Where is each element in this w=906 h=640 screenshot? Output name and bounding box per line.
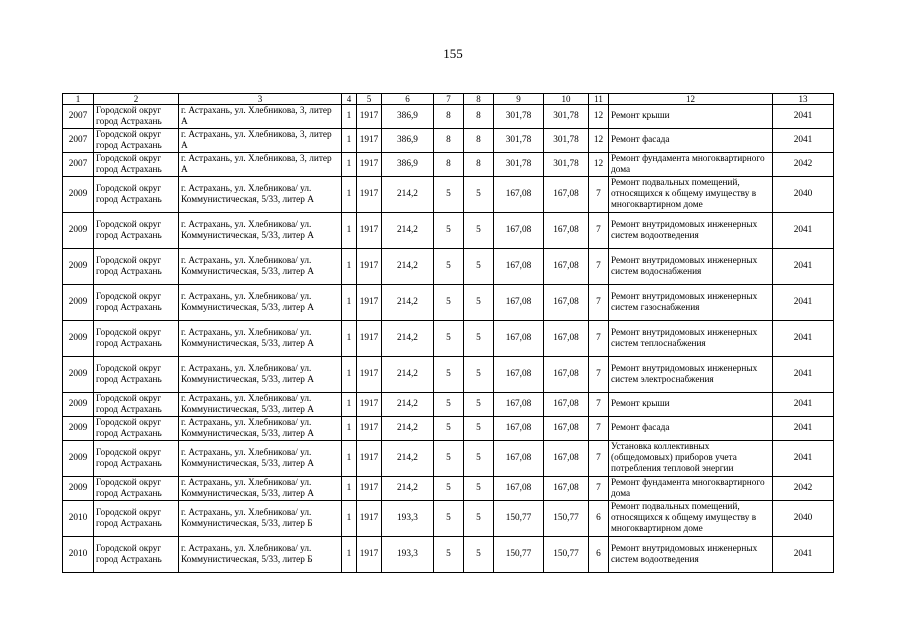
col7-cell: 5	[434, 477, 464, 501]
col9-cell: 167,08	[494, 285, 544, 321]
table-row	[63, 105, 834, 129]
year-cell: 2010	[63, 501, 94, 537]
col6-cell: 386,9	[382, 129, 434, 153]
col4-cell: 1	[342, 177, 357, 213]
col10-cell: 167,08	[544, 357, 589, 393]
municipality-cell: Городской округ город Астрахань	[94, 537, 179, 573]
col6-cell: 214,2	[382, 393, 434, 417]
table-row	[63, 249, 834, 285]
col9-cell: 167,08	[494, 249, 544, 285]
col9-cell: 301,78	[494, 129, 544, 153]
capital-repair-table	[62, 93, 834, 573]
address-cell: г. Астрахань, ул. Хлебникова/ ул. Коммунистическая, 5/33, литер А	[179, 285, 342, 321]
column-header: 4	[342, 94, 357, 105]
col5-cell: 1917	[357, 501, 382, 537]
col4-cell: 1	[342, 357, 357, 393]
col11-cell: 7	[589, 417, 609, 441]
year-cell: 2009	[63, 357, 94, 393]
column-header: 1	[63, 94, 94, 105]
column-header: 8	[464, 94, 494, 105]
col5-cell: 1917	[357, 285, 382, 321]
col6-cell: 193,3	[382, 501, 434, 537]
col7-cell: 5	[434, 321, 464, 357]
col4-cell: 1	[342, 105, 357, 129]
col6-cell: 214,2	[382, 441, 434, 477]
page-number: 155	[443, 46, 463, 61]
col10-cell: 167,08	[544, 285, 589, 321]
col5-cell: 1917	[357, 321, 382, 357]
col6-cell: 214,2	[382, 477, 434, 501]
col5-cell: 1917	[357, 177, 382, 213]
col10-cell: 150,77	[544, 501, 589, 537]
municipality-cell: Городской округ город Астрахань	[94, 477, 179, 501]
year-cell: 2009	[63, 321, 94, 357]
col9-cell: 150,77	[494, 537, 544, 573]
col4-cell: 1	[342, 501, 357, 537]
table-row	[63, 129, 834, 153]
column-header: 6	[382, 94, 434, 105]
municipality-cell: Городской округ город Астрахань	[94, 441, 179, 477]
col9-cell: 167,08	[494, 177, 544, 213]
column-header: 13	[773, 94, 834, 105]
col11-cell: 12	[589, 153, 609, 177]
col13-cell: 2040	[773, 177, 834, 213]
col9-cell: 167,08	[494, 393, 544, 417]
col10-cell: 150,77	[544, 537, 589, 573]
col7-cell: 5	[434, 441, 464, 477]
col11-cell: 6	[589, 537, 609, 573]
col13-cell: 2042	[773, 153, 834, 177]
col4-cell: 1	[342, 537, 357, 573]
col8-cell: 5	[464, 285, 494, 321]
col8-cell: 8	[464, 105, 494, 129]
table-row	[63, 177, 834, 213]
work-type-cell: Ремонт внутридомовых инженерных систем электроснабжения	[609, 357, 773, 393]
col6-cell: 214,2	[382, 249, 434, 285]
col7-cell: 5	[434, 285, 464, 321]
col11-cell: 7	[589, 249, 609, 285]
col4-cell: 1	[342, 153, 357, 177]
address-cell: г. Астрахань, ул. Хлебникова/ ул. Коммунистическая, 5/33, литер А	[179, 177, 342, 213]
address-cell: г. Астрахань, ул. Хлебникова/ ул. Коммунистическая, 5/33, литер А	[179, 477, 342, 501]
col4-cell: 1	[342, 129, 357, 153]
col5-cell: 1917	[357, 477, 382, 501]
col11-cell: 7	[589, 213, 609, 249]
col10-cell: 167,08	[544, 477, 589, 501]
col10-cell: 167,08	[544, 249, 589, 285]
table-row	[63, 441, 834, 477]
year-cell: 2009	[63, 177, 94, 213]
col9-cell: 167,08	[494, 441, 544, 477]
col13-cell: 2041	[773, 357, 834, 393]
col7-cell: 5	[434, 357, 464, 393]
col5-cell: 1917	[357, 249, 382, 285]
col5-cell: 1917	[357, 537, 382, 573]
address-cell: г. Астрахань, ул. Хлебникова, 3, литер А	[179, 105, 342, 129]
address-cell: г. Астрахань, ул. Хлебникова, 3, литер А	[179, 153, 342, 177]
col5-cell: 1917	[357, 213, 382, 249]
work-type-cell: Ремонт подвальных помещений, относящихся к общему имуществу в многоквартирном доме	[609, 501, 773, 537]
col7-cell: 5	[434, 501, 464, 537]
address-cell: г. Астрахань, ул. Хлебникова/ ул. Коммунистическая, 5/33, литер А	[179, 321, 342, 357]
work-type-cell: Ремонт крыши	[609, 393, 773, 417]
col10-cell: 301,78	[544, 129, 589, 153]
col7-cell: 5	[434, 537, 464, 573]
col7-cell: 5	[434, 177, 464, 213]
year-cell: 2009	[63, 393, 94, 417]
col4-cell: 1	[342, 213, 357, 249]
col6-cell: 386,9	[382, 105, 434, 129]
year-cell: 2010	[63, 537, 94, 573]
col13-cell: 2041	[773, 249, 834, 285]
col8-cell: 8	[464, 153, 494, 177]
work-type-cell: Ремонт внутридомовых инженерных систем теплоснабжения	[609, 321, 773, 357]
municipality-cell: Городской округ город Астрахань	[94, 285, 179, 321]
col9-cell: 150,77	[494, 501, 544, 537]
work-type-cell: Установка коллективных (общедомовых) приборов учета потребления тепловой энергии	[609, 441, 773, 477]
col6-cell: 214,2	[382, 285, 434, 321]
col11-cell: 7	[589, 177, 609, 213]
col13-cell: 2041	[773, 417, 834, 441]
col8-cell: 5	[464, 177, 494, 213]
col7-cell: 8	[434, 153, 464, 177]
col10-cell: 167,08	[544, 417, 589, 441]
col6-cell: 214,2	[382, 177, 434, 213]
year-cell: 2007	[63, 129, 94, 153]
municipality-cell: Городской округ город Астрахань	[94, 321, 179, 357]
col9-cell: 167,08	[494, 213, 544, 249]
table-row	[63, 153, 834, 177]
work-type-cell: Ремонт внутридомовых инженерных систем газоснабжения	[609, 285, 773, 321]
col11-cell: 12	[589, 129, 609, 153]
year-cell: 2009	[63, 213, 94, 249]
table-row	[63, 357, 834, 393]
municipality-cell: Городской округ город Астрахань	[94, 357, 179, 393]
col6-cell: 214,2	[382, 417, 434, 441]
col9-cell: 167,08	[494, 417, 544, 441]
col10-cell: 167,08	[544, 441, 589, 477]
col7-cell: 5	[434, 393, 464, 417]
municipality-cell: Городской округ город Астрахань	[94, 501, 179, 537]
col11-cell: 7	[589, 321, 609, 357]
municipality-cell: Городской округ город Астрахань	[94, 105, 179, 129]
column-header: 12	[609, 94, 773, 105]
year-cell: 2009	[63, 285, 94, 321]
year-cell: 2009	[63, 477, 94, 501]
column-header: 5	[357, 94, 382, 105]
work-type-cell: Ремонт внутридомовых инженерных систем водоснабжения	[609, 249, 773, 285]
municipality-cell: Городской округ город Астрахань	[94, 249, 179, 285]
address-cell: г. Астрахань, ул. Хлебникова, 3, литер А	[179, 129, 342, 153]
col8-cell: 5	[464, 441, 494, 477]
col8-cell: 5	[464, 501, 494, 537]
work-type-cell: Ремонт подвальных помещений, относящихся к общему имуществу в многоквартирном доме	[609, 177, 773, 213]
col5-cell: 1917	[357, 417, 382, 441]
municipality-cell: Городской округ город Астрахань	[94, 153, 179, 177]
address-cell: г. Астрахань, ул. Хлебникова/ ул. Коммунистическая, 5/33, литер Б	[179, 537, 342, 573]
col13-cell: 2041	[773, 321, 834, 357]
col5-cell: 1917	[357, 357, 382, 393]
col4-cell: 1	[342, 417, 357, 441]
col8-cell: 5	[464, 537, 494, 573]
col7-cell: 5	[434, 417, 464, 441]
work-type-cell: Ремонт внутридомовых инженерных систем водоотведения	[609, 213, 773, 249]
table-row	[63, 321, 834, 357]
col8-cell: 5	[464, 417, 494, 441]
col6-cell: 386,9	[382, 153, 434, 177]
column-header: 10	[544, 94, 589, 105]
col6-cell: 193,3	[382, 537, 434, 573]
col8-cell: 5	[464, 213, 494, 249]
col8-cell: 5	[464, 321, 494, 357]
col13-cell: 2041	[773, 441, 834, 477]
col7-cell: 5	[434, 213, 464, 249]
col13-cell: 2041	[773, 129, 834, 153]
col6-cell: 214,2	[382, 213, 434, 249]
col9-cell: 301,78	[494, 105, 544, 129]
work-type-cell: Ремонт фундамента многоквартирного дома	[609, 153, 773, 177]
col7-cell: 8	[434, 129, 464, 153]
column-header: 7	[434, 94, 464, 105]
col5-cell: 1917	[357, 129, 382, 153]
col6-cell: 214,2	[382, 357, 434, 393]
col5-cell: 1917	[357, 153, 382, 177]
col8-cell: 5	[464, 477, 494, 501]
municipality-cell: Городской округ город Астрахань	[94, 417, 179, 441]
address-cell: г. Астрахань, ул. Хлебникова/ ул. Коммунистическая, 5/33, литер А	[179, 357, 342, 393]
municipality-cell: Городской округ город Астрахань	[94, 129, 179, 153]
address-cell: г. Астрахань, ул. Хлебникова/ ул. Коммунистическая, 5/33, литер Б	[179, 501, 342, 537]
col11-cell: 7	[589, 357, 609, 393]
municipality-cell: Городской округ город Астрахань	[94, 177, 179, 213]
col11-cell: 7	[589, 477, 609, 501]
col5-cell: 1917	[357, 441, 382, 477]
work-type-cell: Ремонт фасада	[609, 417, 773, 441]
col13-cell: 2041	[773, 393, 834, 417]
column-header: 9	[494, 94, 544, 105]
col13-cell: 2041	[773, 537, 834, 573]
year-cell: 2009	[63, 249, 94, 285]
year-cell: 2009	[63, 417, 94, 441]
col13-cell: 2042	[773, 477, 834, 501]
col4-cell: 1	[342, 285, 357, 321]
col5-cell: 1917	[357, 105, 382, 129]
col4-cell: 1	[342, 441, 357, 477]
col4-cell: 1	[342, 249, 357, 285]
col11-cell: 7	[589, 441, 609, 477]
column-header: 2	[94, 94, 179, 105]
address-cell: г. Астрахань, ул. Хлебникова/ ул. Коммунистическая, 5/33, литер А	[179, 393, 342, 417]
col9-cell: 301,78	[494, 153, 544, 177]
col13-cell: 2041	[773, 213, 834, 249]
col11-cell: 7	[589, 285, 609, 321]
col4-cell: 1	[342, 477, 357, 501]
col9-cell: 167,08	[494, 477, 544, 501]
address-cell: г. Астрахань, ул. Хлебникова/ ул. Коммунистическая, 5/33, литер А	[179, 249, 342, 285]
year-cell: 2009	[63, 441, 94, 477]
col5-cell: 1917	[357, 393, 382, 417]
col11-cell: 12	[589, 105, 609, 129]
col10-cell: 167,08	[544, 393, 589, 417]
col7-cell: 5	[434, 249, 464, 285]
col9-cell: 167,08	[494, 357, 544, 393]
col8-cell: 5	[464, 357, 494, 393]
work-type-cell: Ремонт фасада	[609, 129, 773, 153]
col10-cell: 167,08	[544, 321, 589, 357]
municipality-cell: Городской округ город Астрахань	[94, 213, 179, 249]
work-type-cell: Ремонт внутридомовых инженерных систем водоотведения	[609, 537, 773, 573]
col8-cell: 5	[464, 249, 494, 285]
col4-cell: 1	[342, 321, 357, 357]
table-row	[63, 501, 834, 537]
col10-cell: 167,08	[544, 177, 589, 213]
column-header: 11	[589, 94, 609, 105]
work-type-cell: Ремонт крыши	[609, 105, 773, 129]
address-cell: г. Астрахань, ул. Хлебникова/ ул. Коммунистическая, 5/33, литер А	[179, 417, 342, 441]
col11-cell: 6	[589, 501, 609, 537]
address-cell: г. Астрахань, ул. Хлебникова/ ул. Коммунистическая, 5/33, литер А	[179, 213, 342, 249]
col10-cell: 167,08	[544, 213, 589, 249]
col7-cell: 8	[434, 105, 464, 129]
col8-cell: 5	[464, 393, 494, 417]
col8-cell: 8	[464, 129, 494, 153]
table-row	[63, 393, 834, 417]
year-cell: 2007	[63, 105, 94, 129]
col13-cell: 2041	[773, 105, 834, 129]
col11-cell: 7	[589, 393, 609, 417]
column-number-row	[63, 94, 834, 105]
table-row	[63, 285, 834, 321]
col13-cell: 2041	[773, 285, 834, 321]
address-cell: г. Астрахань, ул. Хлебникова/ ул. Коммунистическая, 5/33, литер А	[179, 441, 342, 477]
column-header: 3	[179, 94, 342, 105]
col10-cell: 301,78	[544, 105, 589, 129]
work-type-cell: Ремонт фундамента многоквартирного дома	[609, 477, 773, 501]
col6-cell: 214,2	[382, 321, 434, 357]
col9-cell: 167,08	[494, 321, 544, 357]
table-row	[63, 417, 834, 441]
municipality-cell: Городской округ город Астрахань	[94, 393, 179, 417]
table-row	[63, 537, 834, 573]
year-cell: 2007	[63, 153, 94, 177]
col13-cell: 2040	[773, 501, 834, 537]
table-row	[63, 477, 834, 501]
col10-cell: 301,78	[544, 153, 589, 177]
table-row	[63, 213, 834, 249]
col4-cell: 1	[342, 393, 357, 417]
